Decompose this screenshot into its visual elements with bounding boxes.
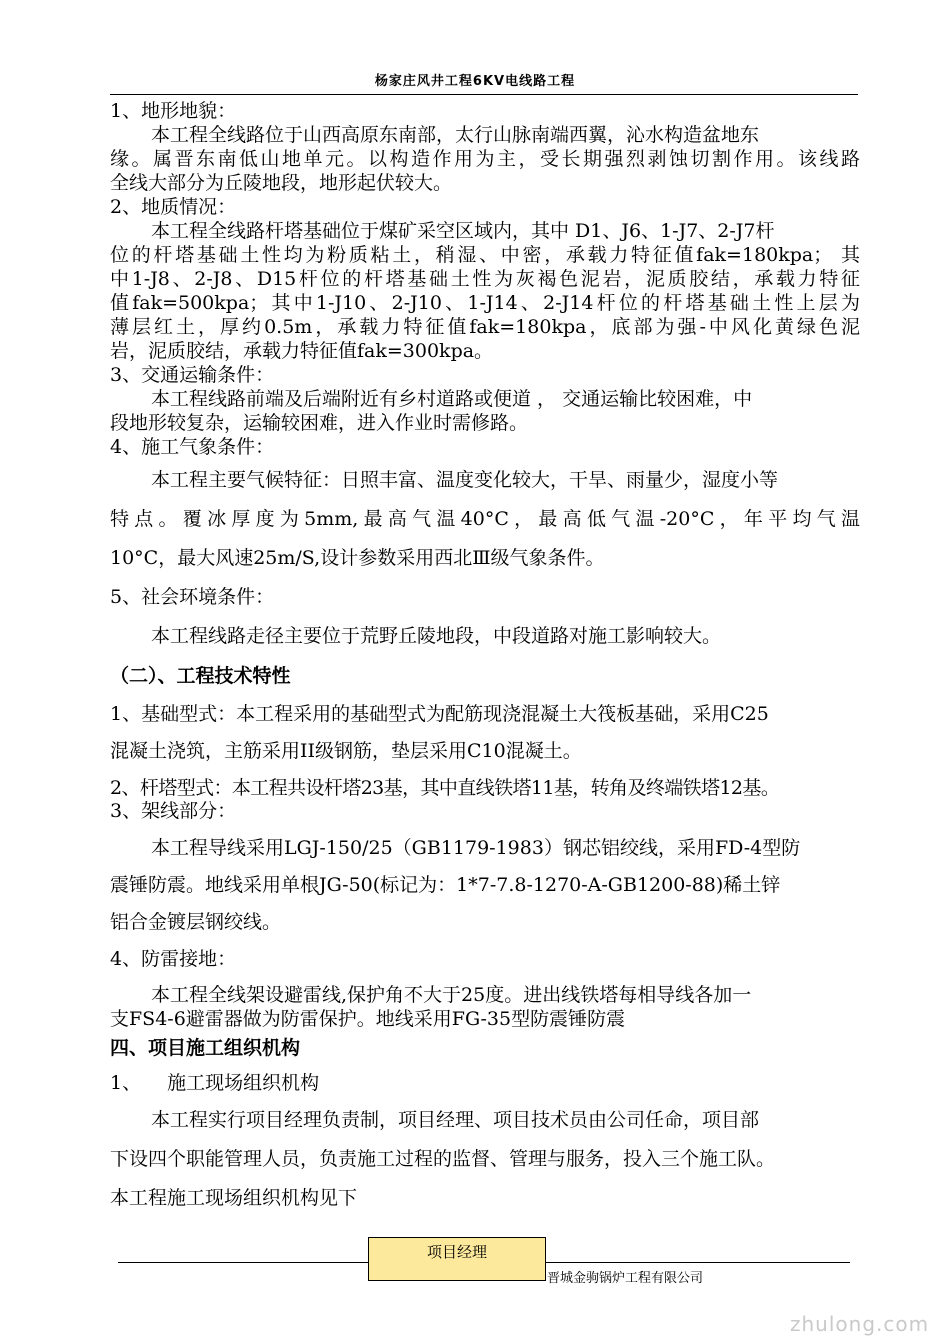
footer-company: 晋城金驹锅炉工程有限公司 xyxy=(547,1271,704,1286)
paragraph-line: 2、杆塔型式：本工程共设杆塔23基，其中直线铁塔11基，转角及终端铁塔12基。 xyxy=(110,777,780,799)
paragraph-line: 特点。覆冰厚度为5mm,最高气温40°C，最高低气温-20°C，年平均气温 xyxy=(110,508,860,530)
subsection-heading-site-org xyxy=(110,1066,860,1101)
document-header-title: 杨家庄风井工程6KV电线路工程 xyxy=(374,74,576,89)
section-heading-tech: （二）、工程技术特性 xyxy=(110,665,291,687)
paragraph-line: 1、基础型式：本工程采用的基础型式为配筋现浇混凝土大筏板基础，采用C25 xyxy=(110,703,769,725)
section-heading-social: 5、社会环境条件： xyxy=(110,586,275,608)
paragraph-line: 缘。属晋东南低山地单元。以构造作用为主，受长期强烈剥蚀切割作用。该线路 xyxy=(110,148,860,170)
paragraph-line: 震锤防震。地线采用单根JG-50(标记为：1*7-7.8-1270-A-GB1200-88)稀土锌 xyxy=(110,874,781,896)
paragraph-line: 本工程全线路位于山西高原东南部，太行山脉南端西翼，沁水构造盆地东 xyxy=(151,124,760,146)
paragraph-line: 下设四个职能管理人员，负责施工过程的监督、管理与服务，投入三个施工队。 xyxy=(110,1148,776,1170)
section-heading-wiring: 3、架线部分： xyxy=(110,800,237,822)
watermark: zhulong.com xyxy=(790,1312,930,1336)
paragraph-line: 本工程实行项目经理负责制，项目经理、项目技术员由公司任命，项目部 xyxy=(151,1109,760,1131)
section-heading-transport: 3、交通运输条件： xyxy=(110,364,275,386)
paragraph-line: 值fak=500kpa；其中1-J10、2-J10、1-J14、2-J14杆位的杆塔基础土性上层为 xyxy=(110,292,860,314)
org-chart-project-manager-box: 项目经理 xyxy=(368,1237,546,1281)
paragraph-line: 本工程全线架设避雷线,保护角不大于25度。进出线铁塔每相导线各加一 xyxy=(151,984,752,1006)
subsection-text: 施工现场组织机构 xyxy=(167,1072,320,1094)
section-heading-weather: 4、施工气象条件： xyxy=(110,436,275,458)
paragraph-line: 本工程施工现场组织机构见下 xyxy=(110,1187,358,1209)
paragraph-line: 段地形较复杂，运输较困难，进入作业时需修路。 xyxy=(110,412,529,434)
paragraph-line: 岩，泥质胶结，承载力特征值fak=300kpa。 xyxy=(110,340,494,362)
paragraph-line: 混凝土浇筑，主筋采用ⅠⅠ级钢筋，垫层采用C10混凝土。 xyxy=(110,740,582,762)
section-heading-terrain: 1、地形地貌： xyxy=(110,100,237,122)
section-heading-geology: 2、地质情况： xyxy=(110,196,237,218)
paragraph-line: 本工程线路前端及后端附近有乡村道路或便道 ， 交通运输比较困难，中 xyxy=(151,388,753,410)
paragraph-line: 10°C，最大风速25m/S,设计参数采用西北Ⅲ级气象条件。 xyxy=(110,547,605,569)
paragraph-line: 全线大部分为丘陵地段，地形起伏较大。 xyxy=(110,172,453,194)
paragraph-line: 本工程全线路杆塔基础位于煤矿采空区域内，其中 D1、J6、1-J7、2-J7杆 xyxy=(151,220,775,242)
paragraph-line: 铝合金镀层钢绞线。 xyxy=(110,911,282,933)
paragraph-line: 薄层红土，厚约0.5m，承载力特征值fak=180kpa，底部为强-中风化黄绿色泥 xyxy=(110,316,860,338)
document-body xyxy=(110,99,860,1218)
paragraph-line: 支FS4-6避雷器做为防雷保护。地线采用FG-35型防震锤防震 xyxy=(110,1008,626,1030)
paragraph-line: 本工程导线采用LGJ-150/25（GB1179-1983）钢芯铝绞线，采用FD-4型防 xyxy=(151,837,801,859)
paragraph-line: 位的杆塔基础土性均为粉质粘土，稍湿、中密，承载力特征值fak=180kpa； 其 xyxy=(110,244,860,266)
section-heading-org: 四、项目施工组织机构 xyxy=(110,1037,301,1059)
paragraph-line: 本工程线路走径主要位于荒野丘陵地段，中段道路对施工影响较大。 xyxy=(151,625,722,647)
section-heading-lightning: 4、防雷接地： xyxy=(110,948,237,970)
header-divider xyxy=(110,94,858,95)
subsection-number: 1、 xyxy=(110,1072,142,1094)
paragraph-line: 本工程主要气候特征：日照丰富、温度变化较大，干旱、雨量少，湿度小等 xyxy=(151,469,779,491)
paragraph-line: 中1-J8、2-J8、D15杆位的杆塔基础土性为灰褐色泥岩，泥质胶结，承载力特征 xyxy=(110,268,860,290)
